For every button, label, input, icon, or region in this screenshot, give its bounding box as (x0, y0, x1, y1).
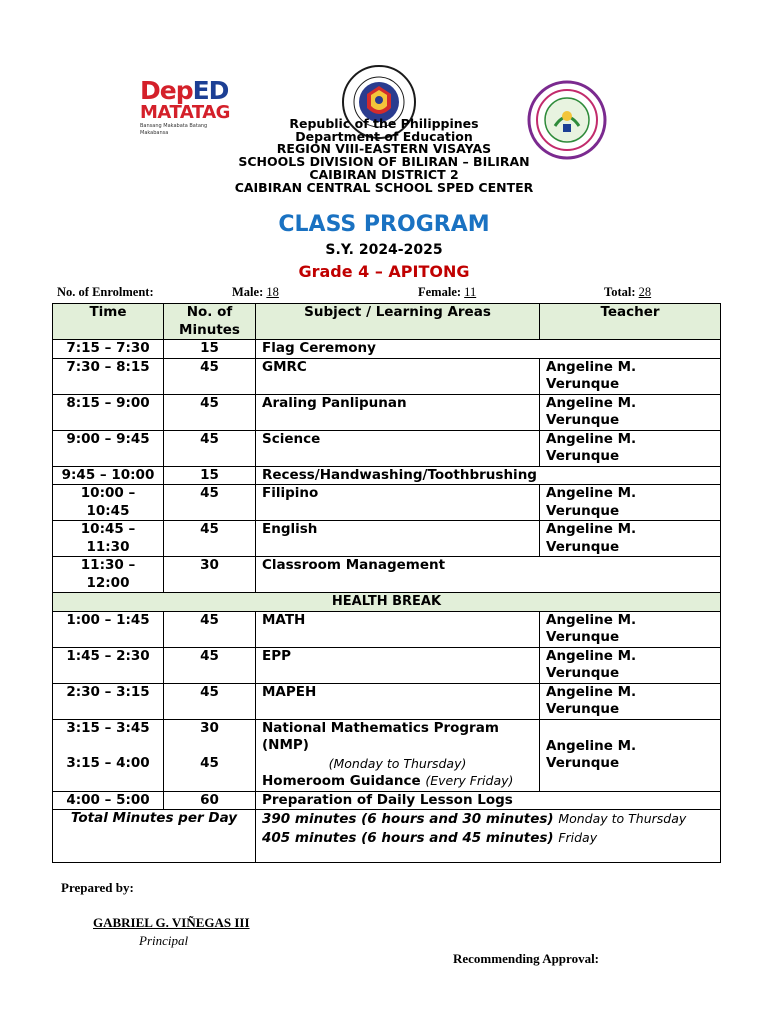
table-row (53, 521, 721, 557)
time-cell: 9:45 – 10:00 (53, 466, 164, 485)
teacher-cell: Angeline M. Verunque (540, 430, 721, 466)
table-row (53, 358, 721, 394)
page-title: CLASS PROGRAM (278, 212, 490, 237)
subject-cell: Science (256, 430, 540, 466)
health-break-row (53, 593, 721, 612)
total-row (53, 810, 721, 863)
table-header-row (53, 304, 721, 340)
subject-cell: Recess/Handwashing/Toothbrushing (256, 466, 721, 485)
time-cell: 3:15 – 3:45 3:15 – 4:00 (53, 719, 164, 791)
header-line-school: CAIBIRAN CENTRAL SCHOOL SPED CENTER (234, 180, 534, 195)
minutes-cell: 45 (164, 611, 256, 647)
class-program-table (52, 303, 721, 863)
table-row (53, 791, 721, 810)
enrolment-label: No. of Enrolment: (57, 285, 154, 299)
table-row (53, 340, 721, 359)
header-line-republic: Republic of the Philippines (289, 116, 479, 131)
table-row (53, 430, 721, 466)
table-row (53, 647, 721, 683)
minutes-cell: 45 (164, 683, 256, 719)
table-row (53, 485, 721, 521)
time-cell: 7:15 – 7:30 (53, 340, 164, 359)
subject-cell: MATH (256, 611, 540, 647)
time-cell: 1:00 – 1:45 (53, 611, 164, 647)
health-break-cell: HEALTH BREAK (53, 593, 721, 612)
table-row (53, 683, 721, 719)
subject-cell: Preparation of Daily Lesson Logs (256, 791, 721, 810)
minutes-cell: 15 (164, 340, 256, 359)
subject-cell: Filipino (256, 485, 540, 521)
minutes-cell: 45 (164, 358, 256, 394)
principal-name: GABRIEL G. VIÑEGAS III (93, 915, 250, 930)
time-cell: 9:00 – 9:45 (53, 430, 164, 466)
time-cell: 10:00 – 10:45 (53, 485, 164, 521)
header-line-department: Department of Education (295, 129, 473, 144)
total-label: Total Minutes per Day (53, 810, 256, 863)
time-cell: 1:45 – 2:30 (53, 647, 164, 683)
teacher-cell: Angeline M. Verunque (540, 485, 721, 521)
time-cell: 7:30 – 8:15 (53, 358, 164, 394)
table-row-nmp (53, 719, 721, 791)
subject-cell: Flag Ceremony (256, 340, 721, 359)
time-cell: 8:15 – 9:00 (53, 394, 164, 430)
teacher-cell: Angeline M. Verunque (540, 358, 721, 394)
school-year: S.Y. 2024-2025 (325, 242, 443, 258)
header-subject: Subject / Learning Areas (256, 304, 540, 340)
header-line-district: CAIBIRAN DISTRICT 2 (309, 167, 459, 182)
prepared-by-label: Prepared by: (61, 880, 134, 895)
total-count: Total: 28 (604, 285, 652, 299)
teacher-cell: Angeline M. Verunque (540, 719, 721, 791)
header-teacher: Teacher (540, 304, 721, 340)
minutes-cell: 45 (164, 485, 256, 521)
grade-section: Grade 4 – APITONG (298, 262, 470, 281)
minutes-cell: 45 (164, 647, 256, 683)
subject-cell: EPP (256, 647, 540, 683)
minutes-cell: 45 (164, 394, 256, 430)
time-cell: 11:30 – 12:00 (53, 557, 164, 593)
total-value: 390 minutes (6 hours and 30 minutes) Monday to Thursday 405 minutes (6 hours and 45 minutes) Friday (256, 810, 721, 863)
minutes-cell: 60 (164, 791, 256, 810)
table-row (53, 394, 721, 430)
principal-position: Principal (139, 933, 189, 948)
minutes-cell: 30 45 (164, 719, 256, 791)
recommending-approval-label: Recommending Approval: (453, 951, 600, 966)
female-count: Female: 11 (418, 285, 477, 299)
header-time: Time (53, 304, 164, 340)
header-line-region: REGION VIII-EASTERN VISAYAS (276, 141, 492, 156)
time-cell: 10:45 – 11:30 (53, 521, 164, 557)
header-line-division: SCHOOLS DIVISION OF BILIRAN – BILIRAN (238, 154, 530, 169)
teacher-cell: Angeline M. Verunque (540, 647, 721, 683)
male-count: Male: 18 (232, 285, 279, 299)
time-cell: 2:30 – 3:15 (53, 683, 164, 719)
minutes-cell: 15 (164, 466, 256, 485)
deped-matatag-logo: DepED MATATAG Bansang Makabata Batang Makabansa (140, 76, 230, 136)
teacher-cell: Angeline M. Verunque (540, 683, 721, 719)
table-row (53, 611, 721, 647)
minutes-cell: 30 (164, 557, 256, 593)
minutes-cell: 45 (164, 430, 256, 466)
subject-cell: Araling Panlipunan (256, 394, 540, 430)
table-row (53, 557, 721, 593)
teacher-cell: Angeline M. Verunque (540, 521, 721, 557)
minutes-cell: 45 (164, 521, 256, 557)
subject-cell: MAPEH (256, 683, 540, 719)
subject-cell: English (256, 521, 540, 557)
subject-cell: National Mathematics Program (NMP) (Monday to Thursday) Homeroom Guidance (Every Friday) (256, 719, 540, 791)
subject-cell: GMRC (256, 358, 540, 394)
header-minutes: No. of Minutes (164, 304, 256, 340)
time-cell: 4:00 – 5:00 (53, 791, 164, 810)
table-row (53, 466, 721, 485)
teacher-cell: Angeline M. Verunque (540, 394, 721, 430)
subject-cell: Classroom Management (256, 557, 721, 593)
teacher-cell: Angeline M. Verunque (540, 611, 721, 647)
